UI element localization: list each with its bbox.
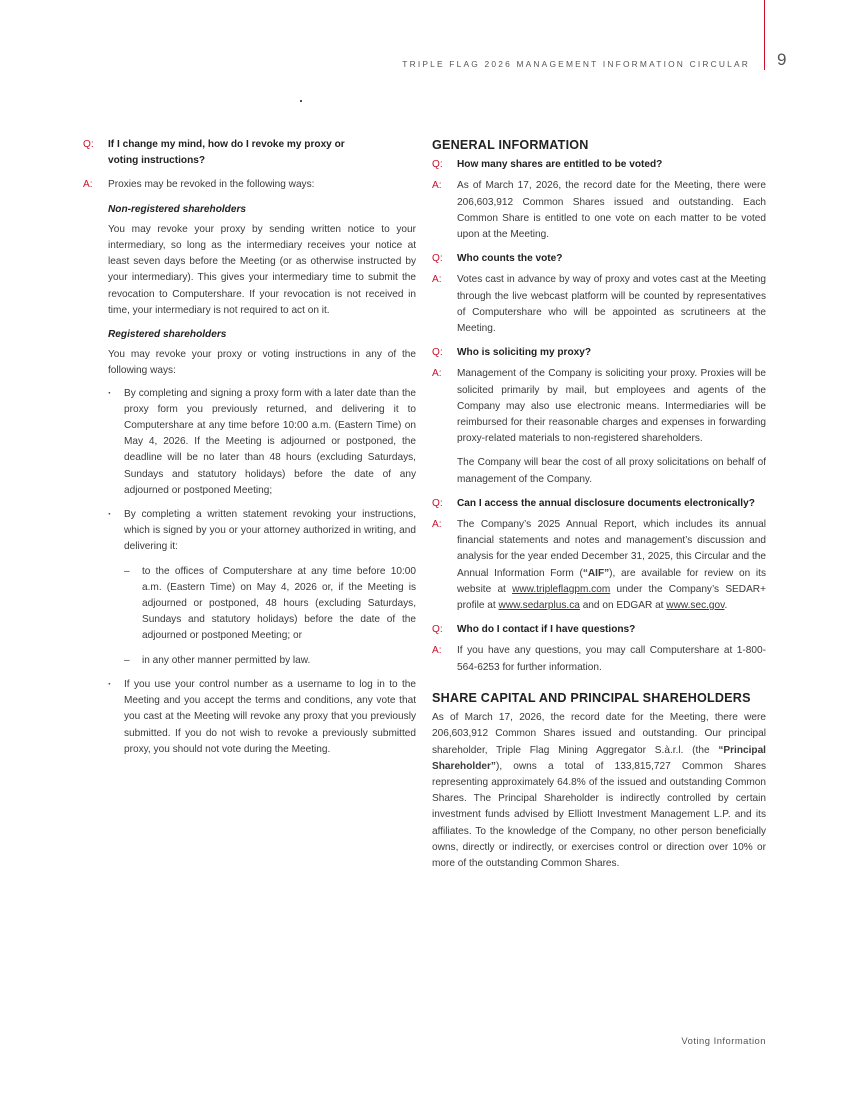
reg-heading: Registered shareholders: [108, 329, 227, 341]
q-marker: Q:: [432, 497, 443, 509]
delivery-list: [124, 564, 416, 669]
nonreg-text: You may revoke your proxy by sending written notice to your intermediary, so long as the intermediary receives your notice at least seven days before the Meeting (or as otherwise instructed by your intermediary). This gives your intermediary time to submit the revocation to Computershare. If your revocation is not received in time, your intermediary is not required to act on it.: [108, 223, 416, 316]
faq-answer: A: Management of the Company is soliciting your proxy. Proxies will be solicited primarily by mail, but employees and agents of the Company may also use electronic means. Intermediaries will be reimbursed for their reasonable charges and expenses in forwarding proxy-related materials to non-registered shareholders. The Company will bear the cost of all proxy solicitations on behalf of management of the Company.: [432, 366, 766, 487]
sedar-link[interactable]: www.sedarplus.ca: [498, 600, 580, 612]
revoke-question: [83, 137, 416, 169]
q-marker: Q:: [83, 139, 94, 150]
faq-question: Q: Who do I contact if I have questions?: [432, 622, 766, 638]
list-item: · By completing a written statement revoking your instructions, which is signed by you or your attorney authorized in writing, and delivering it: – to the offices of Computershare at any time before 10:00 a.m. (Eastern Time) on May 4, 2026 or, if the Meeting is adjourned or postponed, 48 hours (excluding Saturdays, Sundays and statutory holidays) before the date of the adjourned or postponed Meeting; or – in any other manner permitted by law.: [108, 507, 416, 669]
a-marker: A:: [432, 645, 442, 657]
question-line: voting instructions?: [108, 155, 206, 167]
faq-question: Q: How many shares are entitled to be voted?: [432, 157, 766, 173]
question-line: If I change my mind, how do I revoke my proxy or: [108, 139, 345, 150]
list-item: – to the offices of Computershare at any time before 10:00 a.m. (Eastern Time) on May 4, 2026 or, if the Meeting is adjourned or postponed, 48 hours (excluding Saturdays, Sundays and statutory holidays) before the date of the adjourned or postponed Meeting; or: [124, 564, 416, 645]
share-capital-text: As of March 17, 2026, the record date for the Meeting, there were 206,603,912 Common Shares issued and outstanding. Our principal shareholder, Triple Flag Mining Aggregator S.à.r.l. (the “Principal Shareholder”), owns a total of 133,815,727 Common Shares representing approximately 64.8% of the issued and outstanding Common Shares. The Principal Shareholder is indirectly controlled by certain investment funds advised by Elliott Investment Management L.P. and its affiliates. To the knowledge of the Company, no other person beneficially owns, directly or indirectly, or exercises control or direction over 10% or more of the outstanding Common Shares.: [432, 712, 766, 869]
a-marker: A:: [432, 180, 442, 192]
reg-intro: You may revoke your proxy or voting instructions in any of the following ways:: [108, 349, 416, 377]
faq-question: Q: Who is soliciting my proxy?: [432, 345, 766, 361]
aif-term: “AIF”: [582, 567, 610, 579]
list-item: · By completing and signing a proxy form with a later date than the proxy form you previously returned, and delivering it to Computershare at any time before 10:00 a.m. (Eastern Time) on May 4, 2026. If the Meeting is adjourned or postponed, the deadline will be no later than 48 hours (excluding Saturdays, Sundays and statutory holidays) before the date of any adjourned or postponed Meeting;: [108, 386, 416, 499]
left-column: [83, 137, 416, 766]
faq-question: Q: Can I access the annual disclosure documents electronically?: [432, 496, 766, 512]
q-marker: Q:: [432, 624, 443, 636]
share-capital-title: SHARE CAPITAL AND PRINCIPAL SHAREHOLDERS: [432, 690, 751, 705]
list-item: – in any other manner permitted by law.: [124, 653, 416, 669]
revocation-list: [108, 386, 416, 758]
a-marker: A:: [432, 519, 442, 531]
faq-question: Q: Who counts the vote?: [432, 251, 766, 267]
q-marker: Q:: [432, 347, 443, 359]
answer-text: Proxies may be revoked in the following ways:: [108, 179, 315, 191]
revoke-answer: [83, 177, 416, 193]
stray-dot: [300, 100, 302, 102]
running-header: TRIPLE FLAG 2026 MANAGEMENT INFORMATION CIRCULAR: [402, 59, 750, 69]
faq-answer: A: Votes cast in advance by way of proxy and votes cast at the Meeting through the live webcast platform will be counted by representatives of Computershare who will be appointed as scrutineers at the Meeting.: [432, 272, 766, 337]
general-information-title: GENERAL INFORMATION: [432, 138, 589, 152]
nonreg-heading: Non-registered shareholders: [108, 203, 246, 215]
q-marker: Q:: [432, 159, 443, 171]
a-marker: A:: [432, 368, 442, 380]
q-marker: Q:: [432, 253, 443, 265]
header-accent-line: [764, 0, 765, 70]
tripleflag-website-link[interactable]: www.tripleflagpm.com: [512, 583, 611, 595]
sec-link[interactable]: www.sec.gov: [666, 600, 725, 612]
a-marker: A:: [83, 179, 93, 191]
page-number: 9: [777, 50, 787, 69]
right-column: [432, 137, 766, 872]
faq-answer: A: As of March 17, 2026, the record date for the Meeting, there were 206,603,912 Common Shares issued and outstanding. Each Common Share is entitled to one vote on each matter to be voted upon at the Meeting.: [432, 178, 766, 243]
faq-answer: A: If you have any questions, you may call Computershare at 1-800-564-6253 for further information.: [432, 643, 766, 675]
faq-answer: A: The Company’s 2025 Annual Report, which includes its annual financial statements and notes and management’s discussion and analysis for the year ended December 31, 2025, this Circular and the Annual Information Form (“AIF”), are available for review on its website at www.tripleflagpm.com under the Company’s SEDAR+ profile at www.sedarplus.ca and on EDGAR at www.sec.gov.: [432, 517, 766, 614]
a-marker: A:: [432, 274, 442, 286]
principal-shareholder-term: “Principal Shareholder”: [432, 744, 766, 772]
list-item: · If you use your control number as a username to log in to the Meeting and you accept the terms and conditions, any vote that you cast at the Meeting will revoke any proxy that you previously submitted. If you do not wish to revoke a previously submitted proxy, you should not vote during the Meeting.: [108, 677, 416, 758]
footer-section-label: Voting Information: [681, 1035, 766, 1046]
